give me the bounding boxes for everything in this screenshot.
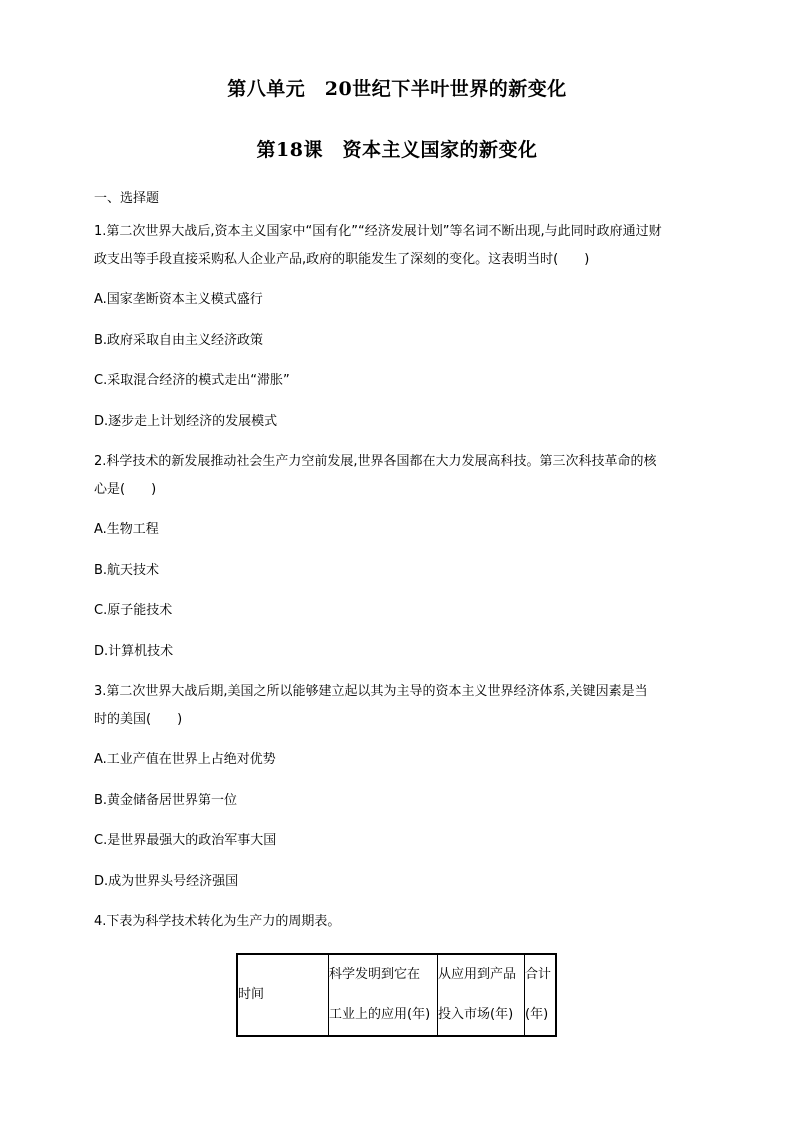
- question-2-stem-line-1: 2.科学技术的新发展推动社会生产力空前发展,世界各国都在大力发展高科技。第三次科技革命的核: [94, 454, 657, 469]
- question-1-option-a: A.国家垄断资本主义模式盛行: [94, 292, 263, 307]
- question-2-stem-line-2: 心是( ): [94, 482, 157, 497]
- table-header-col2-line-2: 工业上的应用(年): [329, 1007, 431, 1022]
- question-3-stem-line-1: 3.第二次世界大战后期,美国之所以能够建立起以其为主导的资本主义世界经济体系,关键因素是当: [94, 684, 648, 699]
- question-1-option-d: D.逐步走上计划经济的发展模式: [94, 414, 278, 429]
- question-1-option-c: C.采取混合经济的模式走出“滞胀”: [94, 373, 290, 388]
- question-1-option-b: B.政府采取自由主义经济政策: [94, 333, 264, 348]
- question-3-option-c: C.是世界最强大的政治军事大国: [94, 833, 277, 848]
- question-2-option-b: B.航天技术: [94, 563, 160, 578]
- table-header-col2-line-1: 科学发明到它在: [329, 967, 421, 982]
- table-header-col3-line-1: 从应用到产品: [438, 967, 517, 982]
- table-cell-total: [525, 954, 557, 1036]
- question-2-option-a: A.生物工程: [94, 522, 159, 537]
- table-header-time: 时间: [238, 987, 265, 1002]
- question-3-option-d: D.成为世界头号经济强国: [94, 874, 239, 889]
- question-4-stem: 4.下表为科学技术转化为生产力的周期表。: [94, 914, 341, 929]
- table-row: [237, 954, 556, 1036]
- table-header-col4-line-2: (年): [525, 1007, 549, 1022]
- question-3-option-a: A.工业产值在世界上占绝对优势: [94, 752, 276, 767]
- lesson-title: 第18课 资本主义国家的新变化: [256, 139, 538, 161]
- question-1-stem-line-1: 1.第二次世界大战后,资本主义国家中“国有化”“经济发展计划”等名词不断出现,与此同时政府通过财: [94, 224, 662, 239]
- question-2-option-d: D.计算机技术: [94, 644, 174, 659]
- productivity-cycle-table: [236, 953, 557, 1037]
- question-1-stem-line-2: 政支出等手段直接采购私人企业产品,政府的职能发生了深刻的变化。这表明当时( ): [94, 252, 590, 267]
- table-header-col3-line-2: 投入市场(年): [438, 1007, 514, 1022]
- table-cell-time: [237, 954, 329, 1036]
- section-heading: 一、选择题: [94, 191, 160, 206]
- table-header-col4-line-1: 合计: [525, 967, 552, 982]
- table-cell-invention-to-application: [329, 954, 438, 1036]
- question-3-option-b: B.黄金储备居世界第一位: [94, 793, 238, 808]
- table-cell-application-to-market: [438, 954, 525, 1036]
- question-3-stem-line-2: 时的美国( ): [94, 712, 183, 727]
- unit-title: 第八单元 20世纪下半叶世界的新变化: [227, 78, 567, 100]
- question-2-option-c: C.原子能技术: [94, 603, 173, 618]
